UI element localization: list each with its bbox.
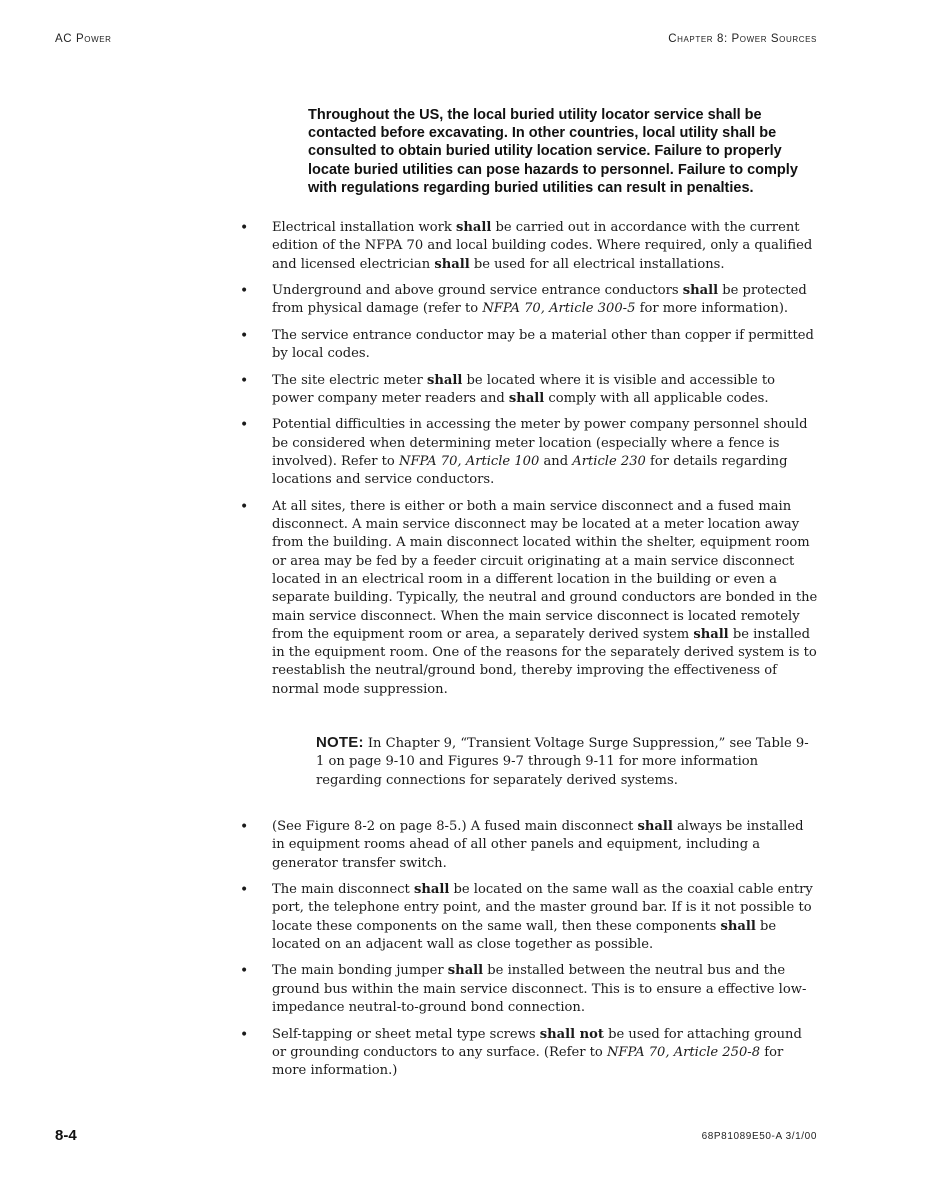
text-run: At all sites, there is either or both a main service disconnect and a fused main disconnect. A main service disconnect may be located at a meter location away from the building. A main disconnect located within the shelter, equipment room or area may be fed by a feeder circuit originating at a main service disconnect located in an electrical room in a different location in the building or even a separate building. Typically, the neutral and ground conductors are bonded in the main service disconnect. When the main service disconnect is located remotely from the equipment room or area, a separately derived system <box>272 498 818 642</box>
reference-italic: Article 230 <box>572 454 646 470</box>
reference-italic: NFPA 70, Article 100 <box>398 454 540 470</box>
bullet-marker: • <box>240 963 249 980</box>
list-item <box>240 1026 818 1081</box>
text-run: The site electric meter <box>272 372 427 388</box>
warning-paragraph: Throughout the US, the local buried utility locator service shall be contacted before excavating. In other countries, local utility shall be consulted to obtain buried utility location service. Failure to properly locate buried utilities can pose hazards to personnel. Failure to comply with regulations regarding buried utilities can result in penalties. <box>308 107 798 196</box>
emphasis-bold: shall <box>720 918 756 934</box>
list-item <box>240 881 818 954</box>
bullet-marker: • <box>240 417 249 434</box>
text-run: be carried out in accordance with the current edition of the NFPA 70 and local building codes. Where required, only a qualified and licensed electrician <box>272 220 813 272</box>
text-run: be installed between the neutral bus and the ground bus within the main service disconnect. This is to ensure a effective low-impedance neutral-to-ground bond connection. <box>272 963 807 1016</box>
emphasis-bold: shall <box>426 372 463 388</box>
text-run: for more information). <box>635 301 789 317</box>
bullet-list-1 <box>240 219 818 707</box>
text-run: (See Figure 8-2 on page 8-5.) A fused main disconnect <box>272 819 638 834</box>
text-run: comply with all applicable codes. <box>544 390 769 406</box>
list-item <box>240 498 818 699</box>
text-run: be protected from physical damage (refer to <box>272 283 807 317</box>
note-label: NOTE: <box>316 734 364 751</box>
note-block <box>316 734 816 790</box>
running-header-section: AC Power <box>55 33 112 45</box>
text-run: Potential difficulties in accessing the meter by power company personnel should be considered when determining meter location (especially where a fence is involved). Refer to <box>272 417 808 470</box>
list-item <box>240 282 818 319</box>
bullet-marker: • <box>240 498 249 515</box>
emphasis-bold: shall <box>456 220 492 235</box>
bullet-marker: • <box>240 819 249 835</box>
bullet-marker: • <box>240 372 249 389</box>
emphasis-bold: shall <box>447 963 484 979</box>
list-item <box>240 219 818 274</box>
list-item <box>240 416 818 489</box>
text-run: be used for all electrical installations. <box>469 256 725 272</box>
list-item <box>240 372 818 409</box>
emphasis-bold: shall <box>508 390 545 406</box>
reference-italic: NFPA 70, Article 250-8 <box>606 1044 761 1060</box>
list-item <box>240 327 818 364</box>
emphasis-bold: shall <box>682 283 719 299</box>
text-run: Underground and above ground service entrance conductors <box>272 283 683 299</box>
text-run: The main disconnect <box>272 882 414 898</box>
text-run: be located where it is visible and accessible to power company meter readers and <box>272 372 776 406</box>
running-header-chapter: Chapter 8: Power Sources <box>668 33 817 45</box>
note-text: In Chapter 9, “Transient Voltage Surge Suppression,” see Table 9-1 on page 9-10 and Figures 9-7 through 9-11 for more information regarding connections for separately derived systems. <box>316 736 809 788</box>
text-run: for more information.) <box>272 1044 784 1079</box>
text-run: be located on the same wall as the coaxial cable entry port, the telephone entry point, and the master ground bar. If is it not possible to locate these components on the same wall, then these components <box>272 882 813 934</box>
bullet-list-2 <box>240 818 818 1089</box>
text-run: Self-tapping or sheet metal type screws <box>272 1026 540 1042</box>
bullet-marker: • <box>240 283 249 300</box>
emphasis-bold: shall <box>693 626 729 642</box>
emphasis-bold: shall <box>637 819 673 834</box>
text-run: be located on an adjacent wall as close together as possible. <box>272 918 777 952</box>
text-run: The main bonding jumper <box>272 963 448 979</box>
text-run: always be installed in equipment rooms ahead of all other panels and equipment, including a generator transfer switch. <box>272 819 804 871</box>
text-run: be installed in the equipment room. One of the reasons for the separately derived system is to reestablish the neutral/ground bond, thereby improving the effectiveness of normal mode suppression. <box>272 626 817 697</box>
reference-italic: NFPA 70, Article 300-5 <box>482 301 636 317</box>
document-id: 68P81089E50-A 3/1/00 <box>701 1131 817 1142</box>
emphasis-bold: shall not <box>539 1026 604 1042</box>
bullet-marker: • <box>240 1026 249 1043</box>
bullet-marker: • <box>240 220 249 236</box>
list-item <box>240 818 818 873</box>
bullet-marker: • <box>240 882 249 899</box>
emphasis-bold: shall <box>413 882 450 898</box>
text-run: The service entrance conductor may be a material other than copper if permitted by local codes. <box>272 327 814 362</box>
text-run: and <box>539 454 573 470</box>
text-run: Electrical installation work <box>272 220 456 235</box>
emphasis-bold: shall <box>434 256 470 272</box>
page-number: 8-4 <box>55 1127 77 1144</box>
text-run: for details regarding locations and service conductors. <box>272 454 788 488</box>
bullet-marker: • <box>240 327 249 344</box>
text-run: be used for attaching ground or grounding conductors to any surface. (Refer to <box>272 1026 802 1060</box>
list-item <box>240 962 818 1017</box>
